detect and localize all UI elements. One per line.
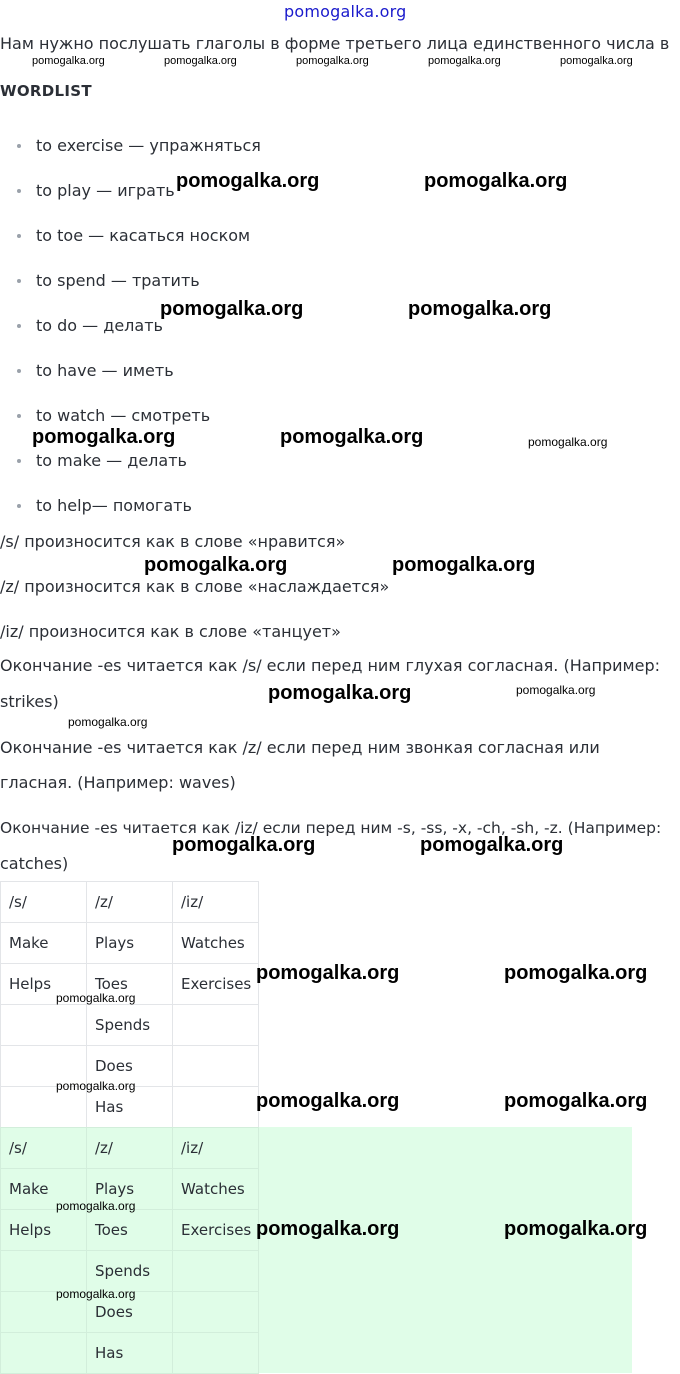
rule-iz-line2: catches)	[0, 854, 69, 873]
table-row	[1, 1005, 259, 1046]
list-item: to help— помогать	[0, 486, 400, 531]
table-cell: /z/	[87, 882, 173, 923]
watermark: pomogalka.org	[256, 1218, 400, 1240]
watermark: pomogalka.org	[56, 1199, 136, 1213]
table-cell: Does	[87, 1292, 173, 1333]
table-cell	[1, 1333, 87, 1374]
watermark: pomogalka.org	[176, 170, 320, 192]
table-cell: Toes	[87, 1210, 173, 1251]
table-cell: Helps	[1, 964, 87, 1005]
table-cell: /iz/	[173, 1128, 259, 1169]
watermark: pomogalka.org	[144, 554, 288, 576]
table-cell: Spends	[87, 1005, 173, 1046]
table-row	[1, 1251, 259, 1292]
table-cell	[1, 1005, 87, 1046]
watermark: pomogalka.org	[172, 834, 316, 856]
table-cell	[173, 1292, 259, 1333]
list-item: to make — делать	[0, 441, 400, 486]
table-cell	[173, 1333, 259, 1374]
watermark: pomogalka.org	[68, 715, 148, 729]
table-cell	[1, 1251, 87, 1292]
table-cell: Plays	[87, 923, 173, 964]
watermark: pomogalka.org	[56, 1079, 136, 1093]
table-cell: Watches	[173, 1169, 259, 1210]
watermark: pomogalka.org	[528, 435, 608, 449]
watermark: pomogalka.org	[268, 682, 412, 704]
watermark: pomogalka.org	[256, 962, 400, 984]
watermark: pomogalka.org	[32, 426, 176, 448]
table-row	[1, 1333, 259, 1374]
table-cell: Make	[1, 1169, 87, 1210]
table-cell: Has	[87, 1087, 173, 1128]
watermark: pomogalka.org	[32, 55, 105, 67]
wordlist-heading: WORDLIST	[0, 82, 92, 100]
watermark: pomogalka.org	[424, 170, 568, 192]
table-cell	[173, 1087, 259, 1128]
table-cell: Make	[1, 923, 87, 964]
rule-iz-line1: Окончание -es читается как /iz/ если перед ним -s, -ss, -x, -ch, -sh, -z. (Например:	[0, 819, 662, 837]
table-cell: Plays	[87, 1169, 173, 1210]
table-cell: /z/	[87, 1128, 173, 1169]
pronunciation-z: /z/ произносится как в слове «наслаждается»	[0, 577, 390, 596]
watermark: pomogalka.org	[428, 55, 501, 67]
watermark: pomogalka.org	[408, 298, 552, 320]
table-cell	[173, 1251, 259, 1292]
watermark: pomogalka.org	[296, 55, 369, 67]
watermark: pomogalka.org	[504, 1090, 648, 1112]
table-cell: Exercises	[173, 964, 259, 1005]
watermark: pomogalka.org	[392, 554, 536, 576]
list-item: to do — делать	[0, 306, 400, 351]
table-cell: Does	[87, 1046, 173, 1087]
table-cell	[173, 1046, 259, 1087]
table-row	[1, 1210, 259, 1251]
rule-s-line1: Окончание -es читается как /s/ если перед ним глухая согласная. (Например:	[0, 656, 661, 675]
list-item: to play — играть	[0, 171, 400, 216]
table-cell: Exercises	[173, 1210, 259, 1251]
table-cell: /iz/	[173, 882, 259, 923]
watermark: pomogalka.org	[504, 962, 648, 984]
watermark: pomogalka.org	[256, 1090, 400, 1112]
table-cell: Spends	[87, 1251, 173, 1292]
table-cell: Toes	[87, 964, 173, 1005]
list-item: to have — иметь	[0, 351, 400, 396]
watermark: pomogalka.org	[504, 1218, 648, 1240]
rule-s-line2: strikes)	[0, 692, 59, 711]
table-cell: /s/	[1, 1128, 87, 1169]
table-row	[1, 1128, 259, 1169]
pronunciation-s: /s/ произносится как в слове «нравится»	[0, 532, 346, 551]
rule-z-line1: Окончание -es читается как /z/ если перед ним звонкая согласная или	[0, 738, 600, 757]
list-item: to spend — тратить	[0, 261, 400, 306]
intro-text: Нам нужно послушать глаголы в форме третьего лица единственного числа в	[0, 34, 670, 53]
rule-z-line2: гласная. (Например: waves)	[0, 773, 236, 792]
list-item: to watch — смотреть	[0, 396, 400, 441]
table-cell: Has	[87, 1333, 173, 1374]
watermark: pomogalka.org	[160, 298, 304, 320]
watermark: pomogalka.org	[420, 834, 564, 856]
watermark: pomogalka.org	[516, 683, 596, 697]
table-cell: Watches	[173, 923, 259, 964]
site-link[interactable]: pomogalka.org	[284, 2, 407, 21]
table-row	[1, 882, 259, 923]
watermark: pomogalka.org	[280, 426, 424, 448]
watermark: pomogalka.org	[56, 1287, 136, 1301]
table-cell: /s/	[1, 882, 87, 923]
table-cell: Helps	[1, 1210, 87, 1251]
watermark: pomogalka.org	[560, 55, 633, 67]
watermark: pomogalka.org	[56, 991, 136, 1005]
table-cell	[173, 1005, 259, 1046]
watermark: pomogalka.org	[164, 55, 237, 67]
table-row	[1, 923, 259, 964]
pronunciation-iz: /iz/ произносится как в слове «танцует»	[0, 622, 341, 641]
list-item: to toe — касаться носком	[0, 216, 400, 261]
endings-table-highlighted	[0, 1127, 259, 1374]
list-item: to exercise — упражняться	[0, 126, 400, 171]
